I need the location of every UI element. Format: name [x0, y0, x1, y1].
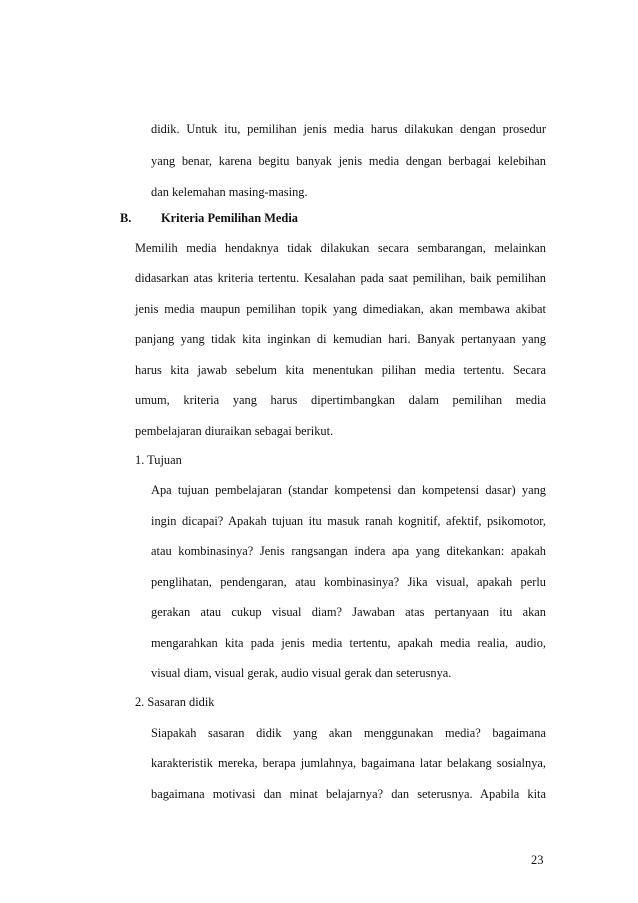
list-item-line: penglihatan, pendengaran, atau kombinasinya? Jika visual, apakah perlu: [151, 575, 546, 589]
list-item-line: atau kombinasinya? Jenis rangsangan indera apa yang ditekankan: apakah: [151, 544, 546, 558]
paragraph-line: panjang yang tidak kita inginkan di kemudian hari. Banyak pertanyaan yang: [135, 332, 546, 346]
paragraph-line: Memilih media hendaknya tidak dilakukan secara sembarangan, melainkan: [135, 241, 546, 255]
list-item-line: mengarahkan kita pada jenis media tertentu, apakah media realia, audio,: [151, 636, 546, 650]
intro-line: yang benar, karena begitu banyak jenis media dengan berbagai kelebihan: [151, 154, 546, 168]
list-item-label: 2. Sasaran didik: [135, 695, 215, 709]
list-item-line: Siapakah sasaran didik yang akan menggunakan media? bagaimana: [151, 726, 546, 740]
page-number: 23: [531, 853, 544, 867]
list-item-line: bagaimana motivasi dan minat belajarnya? dan seterusnya. Apabila kita: [151, 787, 546, 801]
list-item-line: Apa tujuan pembelajaran (standar kompetensi dan kompetensi dasar) yang: [151, 483, 546, 497]
list-item-line: karakteristik mereka, berapa jumlahnya, bagaimana latar belakang sosialnya,: [151, 756, 546, 770]
paragraph-line: jenis media maupun pemilihan topik yang dimediakan, akan membawa akibat: [135, 302, 546, 316]
list-item-label: 1. Tujuan: [135, 453, 182, 467]
intro-line: dan kelemahan masing-masing.: [151, 185, 308, 199]
paragraph-line: pembelajaran diuraikan sebagai berikut.: [135, 424, 334, 438]
list-item-line: visual diam, visual gerak, audio visual gerak dan seterusnya.: [151, 666, 452, 680]
list-item-line: gerakan atau cukup visual diam? Jawaban atas pertanyaan itu akan: [151, 605, 546, 619]
paragraph-line: didasarkan atas kriteria tertentu. Kesalahan pada saat pemilihan, baik pemilihan: [135, 271, 546, 285]
paragraph-line: umum, kriteria yang harus dipertimbangkan dalam pemilihan media: [135, 393, 546, 407]
paragraph-line: harus kita jawab sebelum kita menentukan pilihan media tertentu. Secara: [135, 363, 546, 377]
list-item-line: ingin dicapai? Apakah tujuan itu masuk ranah kognitif, afektif, psikomotor,: [151, 514, 546, 528]
section-title: Kriteria Pemilihan Media: [161, 211, 298, 225]
section-letter: B.: [120, 211, 132, 225]
intro-line: didik. Untuk itu, pemilihan jenis media harus dilakukan dengan prosedur: [151, 122, 546, 136]
